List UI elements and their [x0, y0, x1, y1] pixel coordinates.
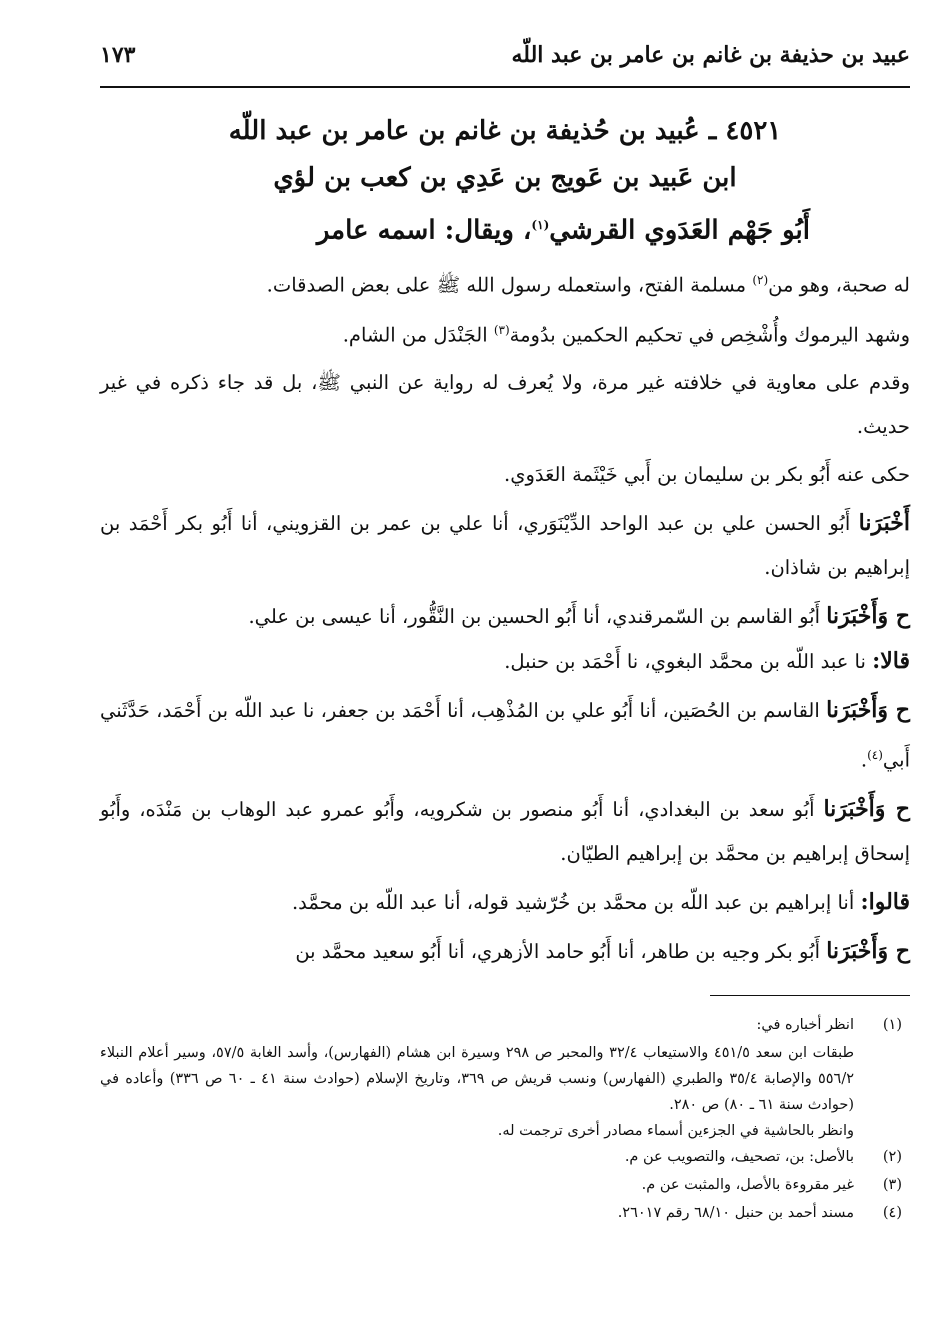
footnote-text: بالأصل: بن، تصحيف، والتصويب عن م.	[624, 1149, 854, 1165]
keyword-wa-akhbarana: ح وَأَخْبَرَنا	[826, 603, 910, 629]
footnote-3	[100, 1172, 910, 1198]
paragraph-1-text-b: مسلمة الفتح، واستعمله رسول الله ﷺ على بعض الصدقات.	[266, 273, 753, 297]
paragraph-5	[100, 501, 910, 590]
footnote-1-sources: طبقات ابن سعد ٤٥١/٥ والاستيعاب ٣٢/٤ والمحبر ص ٢٩٨ وسيرة ابن هشام (الفهارس)، وأسد الغابة ٥٧/٥، وسير أعلام النبلاء ٥٥٦/٢ والإصابة ٣٥/٤ والطبري (الفهارس) ونسب قريش ص ٣٦٩، وتاريخ الإسلام (حوادث سنة ٤١ ـ ٦٠ ص ٣٣٦) وأعاده في (حوادث سنة ٦١ ـ ٨٠) ص ٢٨٠.	[100, 1045, 855, 1113]
footnote-1-extra: وانظر بالحاشية في الجزءين أسماء مصادر أخرى ترجمت له.	[497, 1123, 854, 1139]
keyword-qala: قالا:	[872, 648, 910, 674]
footnote-2	[100, 1144, 910, 1170]
keyword-wa-akhbarana: ح وَأَخْبَرَنا	[823, 795, 910, 822]
entry-heading-line-3	[100, 202, 910, 255]
entry-heading	[100, 108, 910, 255]
entry-heading-line-2: ابن عَبيد بن عَويج بن عَدِي بن كعب بن لؤي	[273, 163, 737, 193]
paragraph-2	[100, 308, 910, 358]
paragraph-2-text-a: وشهد اليرموك وأُشْخِص في تحكيم الحكمين بدُومة	[509, 323, 910, 346]
paragraph-8	[100, 688, 910, 783]
footnote-1	[100, 1012, 910, 1038]
paragraph-8-text-b: .	[860, 748, 868, 772]
page-number: ١٧٣	[100, 42, 136, 68]
paragraph-3: وقدم على معاوية في خلافته غير مرة، ولا يُعرف له رواية عن النبي ﷺ، بل قد جاء ذكره في غير حديث.	[100, 371, 910, 438]
paragraph-7-text: نا عبد اللّه بن محمَّد البغوي، نا أَحْمَد بن حنبل.	[504, 650, 873, 673]
footnote-ref-1: (١)	[531, 218, 550, 232]
footnote-text: مسند أحمد بن حنبل ٦٨/١٠ رقم ٢٦٠١٧.	[617, 1205, 854, 1221]
keyword-akhbarana: أَخْبَرَنا	[858, 510, 910, 536]
footnote-number: (٢)	[882, 1149, 902, 1165]
footnote-text: انظر أخباره في:	[756, 1017, 854, 1033]
footnote-number: (٤)	[882, 1205, 902, 1221]
footnote-ref-2: (٢)	[752, 273, 769, 287]
entry-heading-line-1: ٤٥٢١ ـ عُبيد بن حُذيفة بن غانم بن عامر بن عبد اللّه	[228, 116, 782, 146]
keyword-qalu: قالوا:	[860, 888, 910, 915]
paragraph-9-text: أَبُو سعد بن البغدادي، أنا أَبُو منصور بن شكرويه، وأَبُو عمرو عبد الوهاب بن مَنْدَه، وأَبُو إسحاق إبراهيم بن محمَّد بن إبراهيم الطيّان.	[100, 797, 910, 865]
entry-alt-name: ، ويقال: اسمه عامر	[316, 215, 532, 246]
footnote-ref-3: (٣)	[493, 322, 510, 337]
running-header	[100, 36, 910, 76]
paragraph-11-text: أَبُو بكر وجيه بن طاهر، أنا أَبُو حامد الأزهري، أنا أَبُو سعيد محمَّد بن	[295, 939, 827, 963]
footnote-number: (٣)	[882, 1177, 902, 1193]
paragraph-7	[100, 639, 910, 684]
footnote-4	[100, 1200, 910, 1226]
paragraph-6	[100, 594, 910, 639]
paragraph-6-text: أَبُو القاسم بن السّمرقندي، أنا أَبُو الحسين بن النَّقُّور، أنا عيسى بن علي.	[248, 605, 827, 628]
paragraph-1-text-a: له صحبة، وهو من	[768, 273, 910, 297]
body-text	[100, 258, 910, 974]
paragraph-1	[100, 258, 910, 308]
paragraph-4: حكى عنه أَبُو بكر بن سليمان بن أَبي خَيْثَمة العَدَوي.	[504, 463, 910, 486]
footnote-ref-4: (٤)	[867, 748, 883, 762]
paragraph-10-text: أنا إبراهيم بن عبد اللّه بن محمَّد بن خُرّشيد قوله، أنا عبد اللّه بن محمَّد.	[291, 890, 861, 914]
paragraph-10	[100, 880, 910, 925]
paragraph-11	[100, 929, 910, 974]
footnote-divider	[710, 995, 910, 996]
header-divider	[100, 86, 910, 88]
paragraph-9	[100, 787, 910, 876]
footnotes	[100, 1012, 910, 1228]
paragraph-5-text: أَبُو الحسن علي بن عبد الواحد الدِّيْنَوَري، أنا علي بن عمر بن القزويني، أنا أَبُو بكر أَحْمَد بن إبراهيم بن شاذان.	[100, 512, 910, 579]
entry-kunya: أَبُو جَهْم العَدَوي القرشي	[549, 215, 810, 246]
footnote-text: غير مقروءة بالأصل، والمثبت عن م.	[641, 1177, 854, 1193]
keyword-wa-akhbarana: ح وَأَخْبَرَنا	[826, 937, 910, 964]
keyword-wa-akhbarana: ح وَأَخْبَرَنا	[826, 697, 910, 723]
header-title: عبيد بن حذيفة بن غانم بن عامر بن عبد اللّه	[511, 42, 910, 68]
paragraph-2-text-b: الجَنْدَل من الشام.	[342, 323, 494, 346]
footnote-number: (١)	[882, 1017, 902, 1033]
paragraph-8-text-a: القاسم بن الحُصَين، أنا أَبُو علي بن المُذْهِب، أنا أَحْمَد بن جعفر، نا عبد اللّه بن أَحْمَد، حَدَّثَني أَبي	[100, 699, 910, 772]
